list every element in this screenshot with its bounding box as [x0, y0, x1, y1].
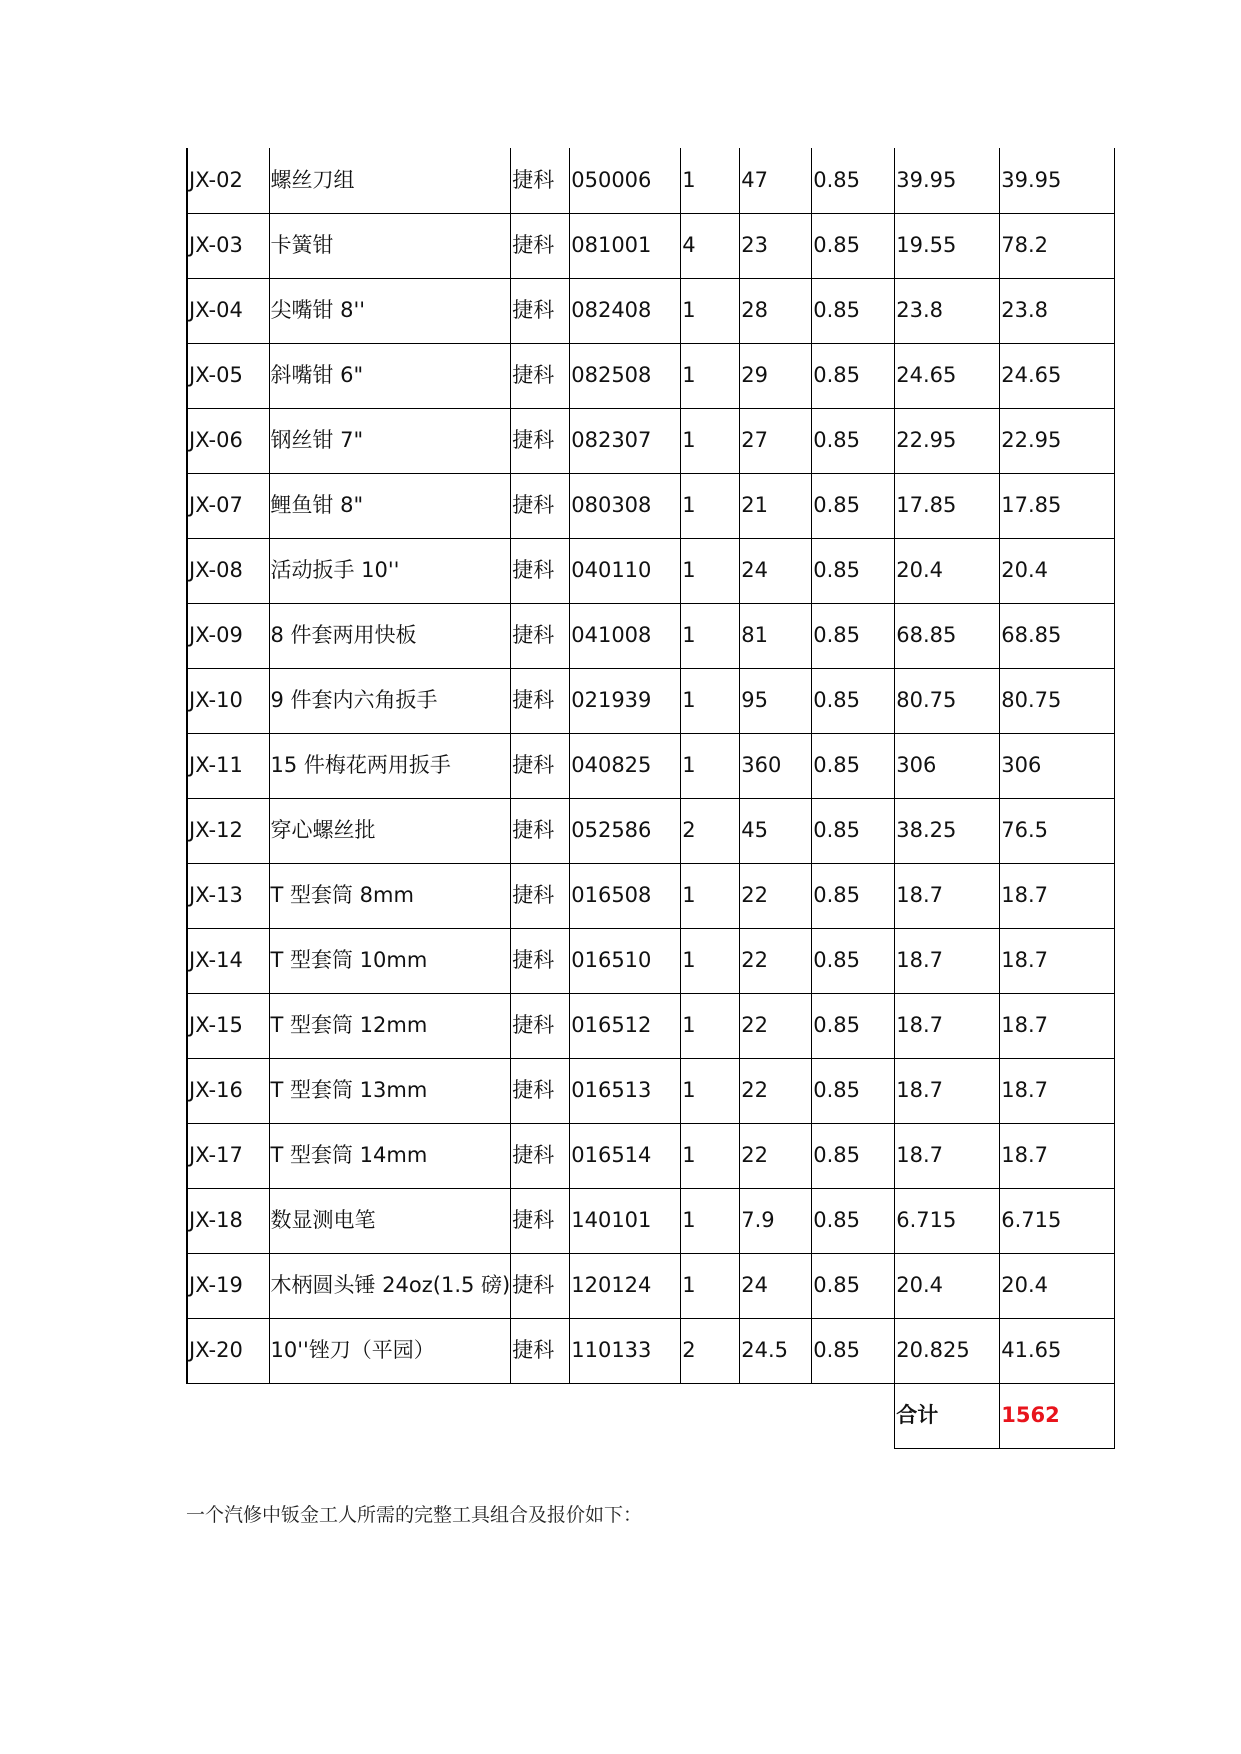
amount-cell: 78.2 [1000, 213, 1115, 278]
item-name-cell: T 型套筒 14mm [269, 1123, 511, 1188]
unit-price-cell: 22 [740, 1123, 812, 1188]
part-number-cell: 140101 [570, 1188, 681, 1253]
table-body [187, 148, 1115, 1448]
discount-cell: 0.85 [812, 798, 895, 863]
amount-cell: 76.5 [1000, 798, 1115, 863]
part-number-cell: 040825 [570, 733, 681, 798]
table-row [187, 278, 1115, 343]
discounted-price-cell: 39.95 [895, 148, 1000, 213]
empty-cell [570, 1383, 681, 1448]
brand-cell: 捷科 [511, 538, 570, 603]
discount-cell: 0.85 [812, 1188, 895, 1253]
item-code-cell: JX-16 [187, 1058, 269, 1123]
item-code-cell: JX-19 [187, 1253, 269, 1318]
amount-cell: 18.7 [1000, 928, 1115, 993]
quantity-cell: 1 [681, 473, 740, 538]
quantity-cell: 1 [681, 733, 740, 798]
brand-cell: 捷科 [511, 213, 570, 278]
discounted-price-cell: 19.55 [895, 213, 1000, 278]
item-name-cell: 尖嘴钳 8'' [269, 278, 511, 343]
unit-price-cell: 27 [740, 408, 812, 473]
part-number-cell: 082508 [570, 343, 681, 408]
item-code-cell: JX-02 [187, 148, 269, 213]
table-row [187, 928, 1115, 993]
item-code-cell: JX-09 [187, 603, 269, 668]
quantity-cell: 1 [681, 1253, 740, 1318]
amount-cell: 80.75 [1000, 668, 1115, 733]
item-code-cell: JX-11 [187, 733, 269, 798]
discount-cell: 0.85 [812, 1123, 895, 1188]
discounted-price-cell: 18.7 [895, 1123, 1000, 1188]
brand-cell: 捷科 [511, 1188, 570, 1253]
discounted-price-cell: 20.825 [895, 1318, 1000, 1383]
brand-cell: 捷科 [511, 343, 570, 408]
item-name-cell: 15 件梅花两用扳手 [269, 733, 511, 798]
discounted-price-cell: 22.95 [895, 408, 1000, 473]
item-name-cell: 8 件套两用快板 [269, 603, 511, 668]
item-name-cell: T 型套筒 8mm [269, 863, 511, 928]
table-row [187, 408, 1115, 473]
part-number-cell: 016514 [570, 1123, 681, 1188]
table-row [187, 343, 1115, 408]
amount-cell: 22.95 [1000, 408, 1115, 473]
quantity-cell: 4 [681, 213, 740, 278]
quantity-cell: 1 [681, 278, 740, 343]
table-row [187, 1188, 1115, 1253]
part-number-cell: 080308 [570, 473, 681, 538]
table-row [187, 538, 1115, 603]
discount-cell: 0.85 [812, 1318, 895, 1383]
table-row [187, 863, 1115, 928]
unit-price-cell: 7.9 [740, 1188, 812, 1253]
table-row [187, 668, 1115, 733]
table-row [187, 473, 1115, 538]
discount-cell: 0.85 [812, 668, 895, 733]
unit-price-cell: 21 [740, 473, 812, 538]
discounted-price-cell: 306 [895, 733, 1000, 798]
quantity-cell: 1 [681, 863, 740, 928]
empty-cell [511, 1383, 570, 1448]
quantity-cell: 1 [681, 668, 740, 733]
unit-price-cell: 23 [740, 213, 812, 278]
table-row [187, 213, 1115, 278]
table-row [187, 993, 1115, 1058]
item-code-cell: JX-06 [187, 408, 269, 473]
part-number-cell: 016512 [570, 993, 681, 1058]
amount-cell: 20.4 [1000, 1253, 1115, 1318]
item-name-cell: 9 件套内六角扳手 [269, 668, 511, 733]
empty-cell [740, 1383, 812, 1448]
amount-cell: 18.7 [1000, 1123, 1115, 1188]
empty-cell [812, 1383, 895, 1448]
part-number-cell: 120124 [570, 1253, 681, 1318]
discount-cell: 0.85 [812, 1253, 895, 1318]
discounted-price-cell: 68.85 [895, 603, 1000, 668]
discount-cell: 0.85 [812, 733, 895, 798]
quantity-cell: 1 [681, 1188, 740, 1253]
item-name-cell: T 型套筒 12mm [269, 993, 511, 1058]
discount-cell: 0.85 [812, 343, 895, 408]
brand-cell: 捷科 [511, 1318, 570, 1383]
amount-cell: 23.8 [1000, 278, 1115, 343]
discount-cell: 0.85 [812, 213, 895, 278]
quantity-cell: 1 [681, 928, 740, 993]
item-name-cell: 钢丝钳 7" [269, 408, 511, 473]
empty-cell [187, 1383, 269, 1448]
item-code-cell: JX-08 [187, 538, 269, 603]
item-code-cell: JX-20 [187, 1318, 269, 1383]
amount-cell: 20.4 [1000, 538, 1115, 603]
brand-cell: 捷科 [511, 473, 570, 538]
unit-price-cell: 22 [740, 863, 812, 928]
item-name-cell: 卡簧钳 [269, 213, 511, 278]
discount-cell: 0.85 [812, 603, 895, 668]
part-number-cell: 041008 [570, 603, 681, 668]
discount-cell: 0.85 [812, 148, 895, 213]
part-number-cell: 016508 [570, 863, 681, 928]
part-number-cell: 040110 [570, 538, 681, 603]
brand-cell: 捷科 [511, 603, 570, 668]
unit-price-cell: 22 [740, 993, 812, 1058]
discounted-price-cell: 24.65 [895, 343, 1000, 408]
brand-cell: 捷科 [511, 668, 570, 733]
item-name-cell: 穿心螺丝批 [269, 798, 511, 863]
total-row [187, 1383, 1115, 1448]
empty-cell [269, 1383, 511, 1448]
discounted-price-cell: 20.4 [895, 1253, 1000, 1318]
unit-price-cell: 24.5 [740, 1318, 812, 1383]
empty-cell [681, 1383, 740, 1448]
quantity-cell: 2 [681, 1318, 740, 1383]
unit-price-cell: 28 [740, 278, 812, 343]
discount-cell: 0.85 [812, 993, 895, 1058]
quantity-cell: 1 [681, 538, 740, 603]
brand-cell: 捷科 [511, 1058, 570, 1123]
part-number-cell: 081001 [570, 213, 681, 278]
item-code-cell: JX-12 [187, 798, 269, 863]
amount-cell: 18.7 [1000, 863, 1115, 928]
discounted-price-cell: 6.715 [895, 1188, 1000, 1253]
part-number-cell: 016513 [570, 1058, 681, 1123]
item-code-cell: JX-13 [187, 863, 269, 928]
unit-price-cell: 22 [740, 1058, 812, 1123]
discounted-price-cell: 18.7 [895, 928, 1000, 993]
brand-cell: 捷科 [511, 798, 570, 863]
item-name-cell: T 型套筒 13mm [269, 1058, 511, 1123]
part-number-cell: 021939 [570, 668, 681, 733]
discounted-price-cell: 18.7 [895, 863, 1000, 928]
brand-cell: 捷科 [511, 1253, 570, 1318]
part-number-cell: 052586 [570, 798, 681, 863]
table-row [187, 1318, 1115, 1383]
quantity-cell: 2 [681, 798, 740, 863]
discount-cell: 0.85 [812, 1058, 895, 1123]
unit-price-cell: 45 [740, 798, 812, 863]
brand-cell: 捷科 [511, 1123, 570, 1188]
discounted-price-cell: 38.25 [895, 798, 1000, 863]
discounted-price-cell: 80.75 [895, 668, 1000, 733]
quantity-cell: 1 [681, 1058, 740, 1123]
amount-cell: 41.65 [1000, 1318, 1115, 1383]
item-name-cell: T 型套筒 10mm [269, 928, 511, 993]
quantity-cell: 1 [681, 343, 740, 408]
item-name-cell: 鲤鱼钳 8" [269, 473, 511, 538]
amount-cell: 18.7 [1000, 1058, 1115, 1123]
unit-price-cell: 24 [740, 1253, 812, 1318]
unit-price-cell: 95 [740, 668, 812, 733]
brand-cell: 捷科 [511, 733, 570, 798]
discounted-price-cell: 17.85 [895, 473, 1000, 538]
table-row [187, 1123, 1115, 1188]
item-code-cell: JX-18 [187, 1188, 269, 1253]
item-name-cell: 木柄圆头锤 24oz(1.5 磅) [269, 1253, 511, 1318]
part-number-cell: 016510 [570, 928, 681, 993]
quantity-cell: 1 [681, 1123, 740, 1188]
discount-cell: 0.85 [812, 278, 895, 343]
quantity-cell: 1 [681, 993, 740, 1058]
item-code-cell: JX-07 [187, 473, 269, 538]
amount-cell: 39.95 [1000, 148, 1115, 213]
footer-note: 一个汽修中钣金工人所需的完整工具组合及报价如下： [186, 1504, 643, 1526]
amount-cell: 6.715 [1000, 1188, 1115, 1253]
brand-cell: 捷科 [511, 408, 570, 473]
table-row [187, 798, 1115, 863]
part-number-cell: 082408 [570, 278, 681, 343]
item-name-cell: 数显测电笔 [269, 1188, 511, 1253]
quantity-cell: 1 [681, 603, 740, 668]
part-number-cell: 082307 [570, 408, 681, 473]
amount-cell: 18.7 [1000, 993, 1115, 1058]
total-value: 1562 [1000, 1383, 1115, 1448]
item-name-cell: 活动扳手 10'' [269, 538, 511, 603]
brand-cell: 捷科 [511, 928, 570, 993]
discounted-price-cell: 18.7 [895, 993, 1000, 1058]
table-row [187, 148, 1115, 213]
quantity-cell: 1 [681, 408, 740, 473]
item-code-cell: JX-14 [187, 928, 269, 993]
discounted-price-cell: 23.8 [895, 278, 1000, 343]
discount-cell: 0.85 [812, 538, 895, 603]
amount-cell: 17.85 [1000, 473, 1115, 538]
item-code-cell: JX-17 [187, 1123, 269, 1188]
part-number-cell: 110133 [570, 1318, 681, 1383]
part-number-cell: 050006 [570, 148, 681, 213]
unit-price-cell: 47 [740, 148, 812, 213]
brand-cell: 捷科 [511, 993, 570, 1058]
brand-cell: 捷科 [511, 278, 570, 343]
amount-cell: 68.85 [1000, 603, 1115, 668]
item-code-cell: JX-05 [187, 343, 269, 408]
item-name-cell: 螺丝刀组 [269, 148, 511, 213]
brand-cell: 捷科 [511, 863, 570, 928]
item-code-cell: JX-10 [187, 668, 269, 733]
discount-cell: 0.85 [812, 863, 895, 928]
total-label: 合计 [895, 1383, 1000, 1448]
table-row [187, 733, 1115, 798]
table-row [187, 603, 1115, 668]
amount-cell: 24.65 [1000, 343, 1115, 408]
brand-cell: 捷科 [511, 148, 570, 213]
unit-price-cell: 360 [740, 733, 812, 798]
unit-price-cell: 29 [740, 343, 812, 408]
discount-cell: 0.85 [812, 408, 895, 473]
table-row [187, 1253, 1115, 1318]
table-row [187, 1058, 1115, 1123]
item-name-cell: 10''锉刀（平园） [269, 1318, 511, 1383]
quantity-cell: 1 [681, 148, 740, 213]
item-name-cell: 斜嘴钳 6" [269, 343, 511, 408]
discount-cell: 0.85 [812, 928, 895, 993]
item-code-cell: JX-04 [187, 278, 269, 343]
discounted-price-cell: 18.7 [895, 1058, 1000, 1123]
unit-price-cell: 22 [740, 928, 812, 993]
discount-cell: 0.85 [812, 473, 895, 538]
item-code-cell: JX-03 [187, 213, 269, 278]
amount-cell: 306 [1000, 733, 1115, 798]
unit-price-cell: 24 [740, 538, 812, 603]
unit-price-cell: 81 [740, 603, 812, 668]
item-code-cell: JX-15 [187, 993, 269, 1058]
tool-quote-table [186, 148, 1115, 1449]
discounted-price-cell: 20.4 [895, 538, 1000, 603]
